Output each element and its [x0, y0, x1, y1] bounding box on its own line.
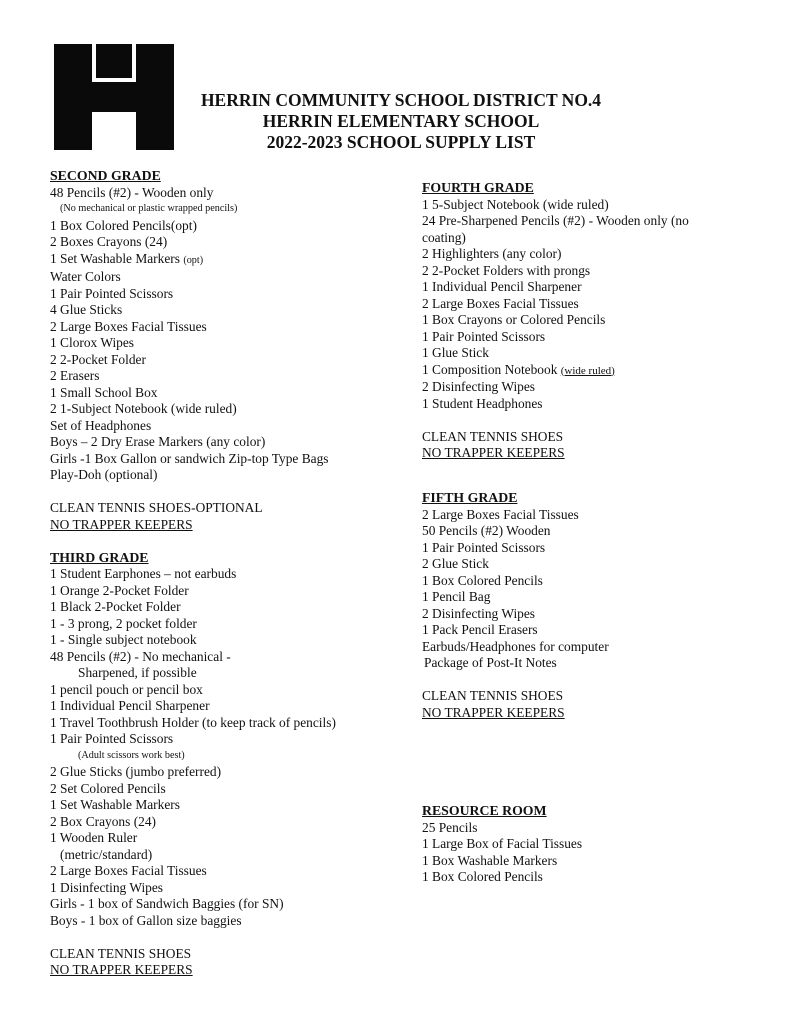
footer-note: CLEAN TENNIS SHOES [422, 428, 564, 444]
list-item: 48 Pencils (#2) - No mechanical - [50, 648, 231, 664]
list-item-text: 1 Set Washable Markers [50, 250, 180, 266]
list-item: 24 Pre-Sharpened Pencils (#2) - Wooden only (no coating) [422, 213, 689, 245]
list-item-note: (opt) [183, 254, 204, 266]
list-item: 1 Glue Stick [422, 345, 489, 360]
list-item-note: Sharpened, if possible [78, 665, 197, 680]
list-item: 2 Glue Sticks (jumbo preferred) [50, 764, 222, 779]
list-item-note: (wide ruled) [560, 364, 615, 377]
list-item: 1 Box Colored Pencils(opt) [50, 217, 197, 233]
list-item: 1 Pair Pointed Scissors [422, 539, 546, 555]
list-item: 2 Box Crayons (24) [50, 813, 157, 829]
list-item: 2 1-Subject Notebook (wide ruled) [50, 401, 237, 416]
list-item: 48 Pencils (#2) - Wooden only [50, 184, 214, 200]
third-grade-section [50, 550, 390, 979]
list-item: 1 Wooden Ruler [50, 830, 138, 845]
list-item: 1 Box Colored Pencils [422, 869, 543, 884]
list-item: 1 Pencil Bag [422, 589, 491, 604]
list-item: 2 Large Boxes Facial Tissues [422, 506, 579, 522]
footer-note: NO TRAPPER KEEPERS [50, 516, 193, 532]
list-item: Earbuds/Headphones for computer [422, 638, 609, 654]
list-item: 1 Box Crayons or Colored Pencils [422, 312, 606, 327]
footer-note: CLEAN TENNIS SHOES [422, 688, 564, 703]
list-item: Boys - 1 box of Gallon size baggies [50, 912, 242, 928]
list-item: 1 Individual Pencil Sharpener [50, 698, 210, 713]
list-item: 1 Clorox Wipes [50, 335, 135, 350]
list-item-text: 1 Composition Notebook [422, 361, 558, 377]
school-logo-h [52, 42, 176, 152]
fifth-grade-heading: FIFTH GRADE [422, 490, 518, 505]
list-item-note: (Adult scissors work best) [78, 749, 185, 761]
list-item: 4 Glue Sticks [50, 302, 123, 317]
list-item: 1 Box Washable Markers [422, 852, 558, 868]
footer-note: NO TRAPPER KEEPERS [422, 445, 565, 460]
list-item: 1 Student Headphones [422, 395, 543, 411]
fourth-grade-section [422, 180, 762, 462]
footer-note: CLEAN TENNIS SHOES [50, 945, 192, 961]
list-item: 2 Large Boxes Facial Tissues [50, 863, 207, 878]
list-item: 1 Disinfecting Wipes [50, 879, 164, 895]
right-column [422, 180, 762, 886]
list-item: 2 Boxes Crayons (24) [50, 234, 168, 249]
list-item-note: (No mechanical or plastic wrapped pencils) [60, 203, 238, 214]
list-item: 2 Erasers [50, 368, 100, 383]
list-item: 2 Disinfecting Wipes [422, 605, 536, 621]
list-item [50, 251, 390, 270]
list-item: 1 Pair Pointed Scissors [422, 328, 546, 344]
list-item: Package of Post-It Notes [424, 655, 557, 670]
list-item: 1 Black 2-Pocket Folder [50, 599, 181, 614]
list-item: 1 Orange 2-Pocket Folder [50, 582, 189, 598]
list-item: 2 Set Colored Pencils [50, 780, 166, 796]
list-item: 1 Travel Toothbrush Holder (to keep track of pencils) [50, 714, 336, 730]
list-item: Girls - 1 box of Sandwich Baggies (for SN) [50, 896, 284, 911]
list-item: 1 - 3 prong, 2 pocket folder [50, 615, 197, 631]
list-item: Water Colors [50, 269, 121, 284]
list-item-note: (metric/standard) [60, 846, 153, 862]
list-item: 25 Pencils [422, 819, 478, 835]
list-item: 2 Large Boxes Facial Tissues [50, 318, 207, 334]
list-item: Play-Doh (optional) [50, 467, 158, 482]
list-item: 50 Pencils (#2) Wooden [422, 523, 551, 538]
list-item: 1 5-Subject Notebook (wide ruled) [422, 196, 609, 212]
list-item: 1 Pack Pencil Erasers [422, 622, 538, 637]
list-item: Set of Headphones [50, 417, 152, 433]
footer-note: CLEAN TENNIS SHOES-OPTIONAL [50, 500, 263, 515]
left-column [50, 168, 390, 979]
fifth-grade-section [422, 490, 762, 721]
list-item: 1 Pair Pointed Scissors [50, 731, 174, 746]
resource-room-section [422, 803, 762, 886]
list-item: 1 Individual Pencil Sharpener [422, 279, 582, 294]
list-item: 1 Large Box of Facial Tissues [422, 836, 583, 851]
district-title: HERRIN COMMUNITY SCHOOL DISTRICT NO.4 [200, 90, 602, 110]
list-item: 1 Set Washable Markers [50, 797, 180, 812]
list-item: 1 pencil pouch or pencil box [50, 681, 203, 697]
list-item: 2 Glue Stick [422, 556, 489, 571]
fourth-grade-heading: FOURTH GRADE [422, 180, 534, 195]
list-item: 1 Box Colored Pencils [422, 572, 543, 588]
list-item: 2 Disinfecting Wipes [422, 379, 536, 394]
third-grade-heading: THIRD GRADE [50, 549, 149, 565]
footer-note: NO TRAPPER KEEPERS [50, 962, 193, 977]
list-item: 2 Highlighters (any color) [422, 246, 562, 261]
list-item: 1 - Single subject notebook [50, 632, 197, 647]
page-header [176, 90, 626, 153]
list-item: Boys – 2 Dry Erase Markers (any color) [50, 434, 266, 449]
list-item: Girls -1 Box Gallon or sandwich Zip-top Type Bags [50, 450, 329, 466]
school-title: HERRIN ELEMENTARY SCHOOL [262, 111, 540, 131]
list-title: 2022-2023 SCHOOL SUPPLY LIST [266, 132, 536, 152]
list-item: 1 Pair Pointed Scissors [50, 285, 174, 301]
second-grade-section [50, 168, 390, 533]
list-item: 1 Small School Box [50, 384, 158, 400]
list-item [422, 362, 762, 380]
second-grade-heading: SECOND GRADE [50, 168, 161, 183]
resource-room-heading: RESOURCE ROOM [422, 803, 547, 818]
list-item: 2 2-Pocket Folder [50, 351, 146, 367]
list-item: 1 Student Earphones – not earbuds [50, 566, 237, 581]
list-item: 2 2-Pocket Folders with prongs [422, 262, 591, 278]
list-item: 2 Large Boxes Facial Tissues [422, 295, 579, 311]
footer-note: NO TRAPPER KEEPERS [422, 704, 565, 720]
